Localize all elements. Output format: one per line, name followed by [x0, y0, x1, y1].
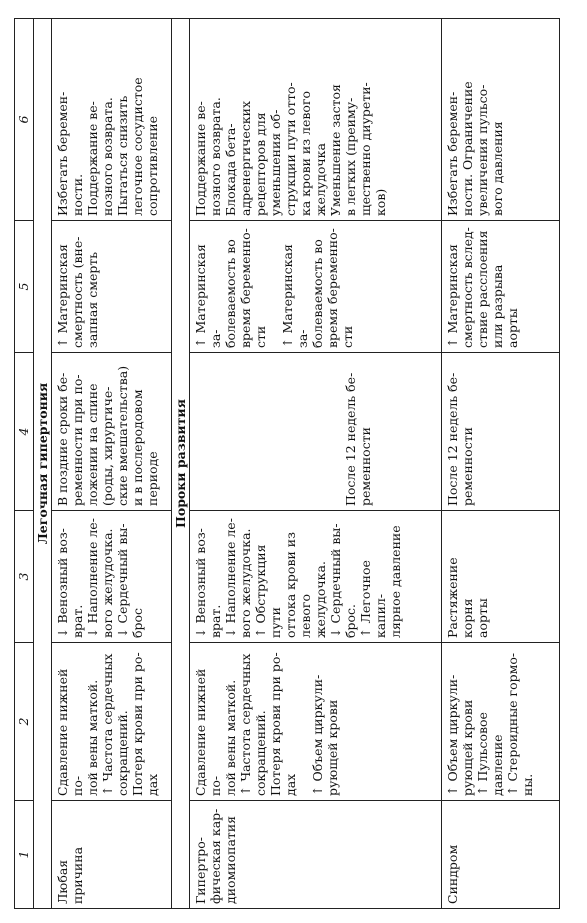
- text-line: Поддержание ве-: [85, 101, 100, 216]
- text-line: лярное давление: [388, 525, 403, 638]
- text-line: ↑ Легочное капил-: [358, 556, 388, 638]
- text-line: легочное сосудистое: [130, 77, 145, 216]
- text-line: Синдром: [445, 844, 460, 904]
- cell-risk-part-b: [280, 225, 355, 348]
- cell-cause: [442, 801, 560, 909]
- cell-mechanism: [442, 643, 560, 801]
- section-header-row: [34, 19, 52, 909]
- text-line: ↑ Объем циркули-: [310, 674, 325, 796]
- text-line: После 12 недель бе-: [343, 372, 358, 506]
- text-line: время беременно-: [325, 228, 340, 348]
- text-line: После 12 недель бе-: [445, 372, 460, 506]
- column-number-4: 4: [15, 353, 34, 511]
- text-line: нозного возврата.: [100, 97, 115, 216]
- text-line: ↑ Объем циркули-: [445, 674, 460, 796]
- text-line: ствие расслоения: [475, 230, 490, 348]
- text-line: ности. Ограничение: [460, 81, 475, 216]
- text-line: болеваемость во: [310, 239, 325, 348]
- text-line: ↓ Наполнение ле-: [85, 518, 100, 638]
- text-line: адренергических: [238, 100, 253, 216]
- text-line: ↑ Обструкция пути: [253, 540, 283, 638]
- text-line: Сдавление нижней по-: [193, 664, 223, 796]
- text-line: оттока крови из: [283, 532, 298, 638]
- table-row: [442, 19, 560, 909]
- cell-risk-part-a: [193, 225, 268, 348]
- cell-cause: [52, 801, 172, 909]
- text-line: или разрыва аорты: [490, 260, 520, 348]
- text-line: рующей крови: [460, 699, 475, 796]
- text-line: ↑ Материнская за-: [280, 240, 310, 348]
- cell-risk: [52, 221, 172, 353]
- section-header-row: [172, 19, 190, 909]
- column-number-3: 3: [15, 511, 34, 643]
- cell-management: [190, 19, 442, 221]
- text-line: лой вены маткой.: [223, 679, 238, 796]
- text-line: желудочка: [313, 143, 328, 216]
- text-line: вого давления: [490, 121, 505, 216]
- text-line: и в послеродовом: [130, 389, 145, 506]
- cell-mechanism-part-a: [193, 647, 298, 796]
- cell-effect: [442, 511, 560, 643]
- cell-effect: [52, 511, 172, 643]
- text-line: врат.: [208, 604, 223, 638]
- text-line: ↑ Пульсовое давление: [475, 708, 505, 796]
- text-line: Сдавление нижней по-: [55, 664, 85, 796]
- text-line: ↓ Сердечный вы-: [115, 523, 130, 638]
- column-number-6: 6: [15, 19, 34, 221]
- text-line: время беременно-: [238, 228, 253, 348]
- text-line: струкции пути отто-: [283, 82, 298, 216]
- text-line: периоде: [145, 451, 160, 506]
- text-line: Потеря крови при ро-: [130, 652, 145, 796]
- text-line: ↑ Частота сердечных: [100, 653, 115, 796]
- cell-timing: [52, 353, 172, 511]
- text-line: Избегать беремен-: [55, 91, 70, 216]
- text-line: аорты: [475, 598, 490, 638]
- text-line: Любая причина: [55, 846, 85, 904]
- cell-management: [52, 19, 172, 221]
- text-line: диомиопатия: [223, 815, 238, 904]
- text-line: Поддержание ве-: [193, 101, 208, 216]
- text-line: смертность (вне-: [70, 236, 85, 348]
- text-line: В поздние сроки бе-: [55, 372, 70, 506]
- text-line: Гипертро-: [193, 836, 208, 904]
- text-line: сокращений.: [115, 710, 130, 796]
- cell-effect: [190, 511, 442, 643]
- text-line: ↑ Материнская: [55, 244, 70, 348]
- text-line: ↓ Наполнение ле-: [223, 518, 238, 638]
- column-number-2: 2: [15, 643, 34, 801]
- text-line: Блокада бета-: [223, 123, 238, 216]
- clinical-table: [14, 18, 560, 909]
- text-line: сти: [340, 325, 355, 348]
- text-line: сокращений.: [253, 710, 268, 796]
- text-line: Пытаться снизить: [115, 95, 130, 216]
- text-line: врат.: [70, 604, 85, 638]
- text-line: (роды, хирургиче-: [100, 386, 115, 506]
- text-line: ков): [373, 188, 388, 216]
- text-line: ↓ Венозный воз-: [193, 528, 208, 638]
- text-line: щественно диурети-: [358, 82, 373, 216]
- text-line: смертность вслед-: [460, 227, 475, 348]
- cell-timing: [190, 353, 442, 511]
- text-line: в легких (преиму-: [343, 97, 358, 216]
- text-line: ности.: [70, 173, 85, 216]
- text-line: вого желудочка.: [238, 528, 253, 638]
- text-line: ременности: [358, 427, 373, 506]
- text-line: ↓ Сердечный вы-: [328, 523, 343, 638]
- text-line: болеваемость во: [223, 239, 238, 348]
- text-line: ↓ Венозный воз-: [55, 528, 70, 638]
- column-number-1: 1: [15, 801, 34, 909]
- cell-timing-text: [343, 357, 373, 506]
- cell-management: [442, 19, 560, 221]
- text-line: вого желудочка.: [100, 528, 115, 638]
- text-line: дах: [283, 773, 298, 796]
- text-line: запная смерть: [85, 251, 100, 348]
- cell-risk: [190, 221, 442, 353]
- text-line: уменьшения об-: [268, 109, 283, 216]
- text-line: брос.: [343, 603, 358, 638]
- cell-mechanism: [52, 643, 172, 801]
- text-line: нозного возврата.: [208, 97, 223, 216]
- section-title-pulmonary-hypertension: Легочная гипертония: [34, 19, 52, 909]
- text-line: дах: [145, 773, 160, 796]
- text-line: сти: [253, 325, 268, 348]
- text-line: левого желудочка.: [298, 561, 328, 638]
- text-line: фическая кар-: [208, 808, 223, 904]
- cell-timing: [442, 353, 560, 511]
- text-line: ↑ Стероидные гормо-: [505, 652, 520, 796]
- text-line: ↑ Частота сердечных: [238, 653, 253, 796]
- cell-mechanism: [190, 643, 442, 801]
- text-line: ские вмешательства): [115, 365, 130, 506]
- column-number-row: [15, 19, 34, 909]
- table-row: [52, 19, 172, 909]
- text-line: Уменьшение застоя: [328, 84, 343, 216]
- cell-mechanism-part-b: [310, 647, 340, 796]
- text-line: брос: [130, 607, 145, 638]
- text-line: ны.: [520, 773, 535, 796]
- text-line: рецепторов для: [253, 112, 268, 216]
- text-line: ↑ Материнская: [445, 244, 460, 348]
- text-line: Растяжение корня: [445, 553, 475, 638]
- text-line: Потеря крови при ро-: [268, 652, 283, 796]
- text-line: ↑ Материнская за-: [193, 240, 223, 348]
- text-line: лой вены маткой.: [85, 679, 100, 796]
- text-line: ка крови из левого: [298, 90, 313, 216]
- text-line: ременности: [460, 427, 475, 506]
- text-line: ложении на спине: [85, 383, 100, 506]
- cell-cause: [190, 801, 442, 909]
- table-row: [190, 19, 442, 909]
- text-line: рующей крови: [325, 699, 340, 796]
- text-line: ременности при по-: [70, 374, 85, 506]
- text-line: Избегать беремен-: [445, 91, 460, 216]
- section-title-malformations: Пороки развития: [172, 19, 190, 909]
- text-line: увеличения пульсо-: [475, 84, 490, 216]
- cell-risk: [442, 221, 560, 353]
- text-line: сопротивление: [145, 115, 160, 216]
- column-number-5: 5: [15, 221, 34, 353]
